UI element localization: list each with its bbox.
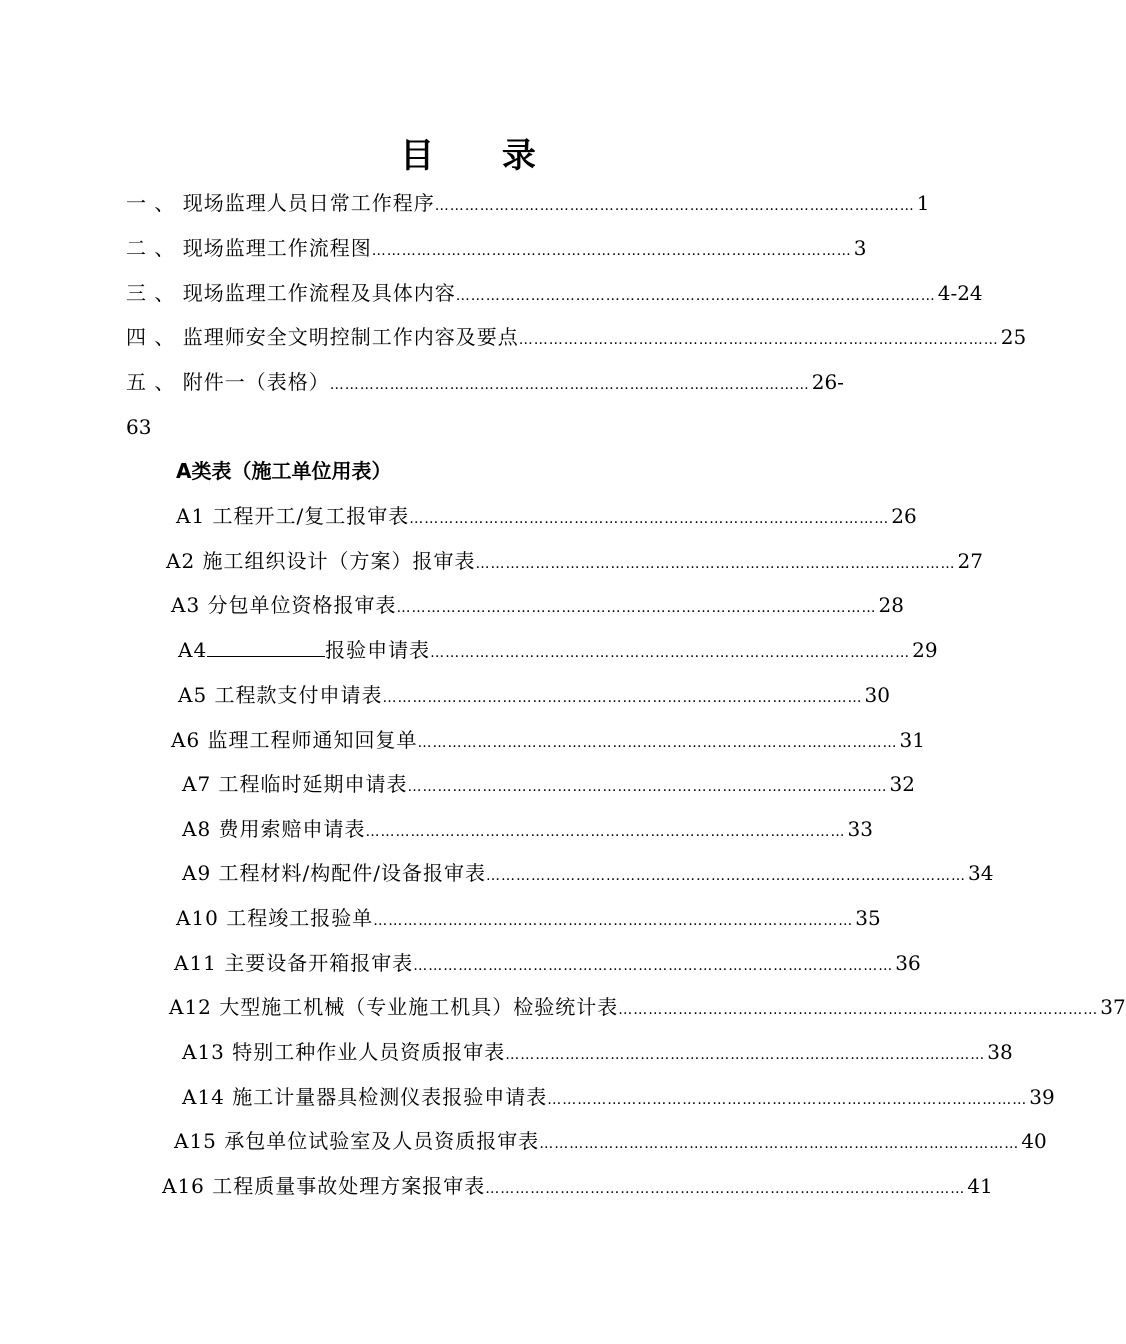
toc-item-label: 一 、 现场监理人员日常工作程序: [126, 191, 435, 215]
toc-page-wrap: 63: [126, 415, 152, 439]
toc-subitem[interactable]: [162, 1171, 993, 1201]
form-name: 施工计量器具检测仪表报验申请表: [224, 1085, 548, 1109]
toc-item[interactable]: [126, 233, 867, 263]
toc-subitem[interactable]: [182, 1037, 1013, 1067]
form-name: 工程材料/构配件/设备报审表: [211, 861, 487, 885]
toc-item[interactable]: [126, 278, 983, 308]
form-code: A3: [171, 593, 201, 617]
blank-underline: [207, 638, 325, 657]
form-code: A10: [176, 906, 219, 930]
form-name: 工程款支付申请表: [207, 683, 383, 707]
leader-dots: ……………………………………………………………………………………: [409, 511, 890, 527]
toc-item-page: 34: [968, 861, 994, 885]
leader-dots: ……………………………………………………………………………………: [365, 824, 846, 840]
leader-dots: ……………………………………………………………………………………: [413, 958, 894, 974]
leader-dots: ……………………………………………………………………………………: [329, 377, 810, 393]
toc-item-page: 28: [878, 593, 904, 617]
form-code: A14: [182, 1085, 225, 1109]
leader-dots: ……………………………………………………………………………………: [618, 1002, 1099, 1018]
form-code: A7: [182, 772, 212, 796]
form-code: A12: [169, 995, 212, 1019]
toc-item[interactable]: [126, 188, 930, 218]
form-code: A6: [171, 728, 201, 752]
toc-item-page: 38: [987, 1040, 1013, 1064]
toc-item-page: 31: [899, 728, 925, 752]
toc-item-page: 41: [967, 1174, 993, 1198]
toc-subitem[interactable]: [176, 903, 881, 933]
toc-item-page: 26: [891, 504, 917, 528]
toc-subitem[interactable]: [169, 992, 1126, 1022]
toc-item[interactable]: [126, 367, 844, 397]
form-code: A13: [182, 1040, 225, 1064]
form-name: 施工组织设计（方案）报审表: [195, 549, 476, 573]
leader-dots: ……………………………………………………………………………………: [455, 288, 936, 304]
toc-subitem[interactable]: [174, 1126, 1047, 1156]
leader-dots: ……………………………………………………………………………………: [417, 735, 898, 751]
leader-dots: ……………………………………………………………………………………: [547, 1092, 1028, 1108]
leader-dots: ……………………………………………………………………………………: [407, 779, 888, 795]
form-name: 分包单位资格报审表: [200, 593, 397, 617]
leader-dots: ……………………………………………………………………………………: [486, 868, 967, 884]
leader-dots: ……………………………………………………………………………………: [539, 1136, 1020, 1152]
toc-item-page: 27: [957, 549, 983, 573]
section-heading: A类表（施工单位用表）: [176, 459, 392, 483]
form-name: 工程临时延期申请表: [211, 772, 408, 796]
form-code: A1: [176, 504, 206, 528]
leader-dots: ……………………………………………………………………………………: [430, 645, 911, 661]
toc-item-page: 33: [847, 817, 873, 841]
form-name: 承包单位试验室及人员资质报审表: [216, 1129, 540, 1153]
form-code: A15: [174, 1129, 217, 1153]
form-code: A16: [162, 1174, 205, 1198]
form-name: 工程竣工报验单: [218, 906, 374, 930]
form-name: 费用索赔申请表: [211, 817, 366, 841]
toc-item-label: 三 、 现场监理工作流程及具体内容: [126, 281, 456, 305]
leader-dots: ……………………………………………………………………………………: [434, 198, 915, 214]
toc-subitem[interactable]: [182, 858, 994, 888]
form-name: 大型施工机械（专业施工机具）检验统计表: [211, 995, 619, 1019]
toc-subitem[interactable]: [182, 769, 915, 799]
leader-dots: ……………………………………………………………………………………: [396, 600, 877, 616]
toc-subitem[interactable]: [182, 814, 873, 844]
toc-item-page: 39: [1029, 1085, 1055, 1109]
toc-subitem[interactable]: [174, 948, 921, 978]
form-name: 监理工程师通知回复单: [200, 728, 418, 752]
toc-item-label: 四 、 监理师安全文明控制工作内容及要点: [126, 325, 519, 349]
form-code: A5: [178, 683, 208, 707]
form-name: 报验申请表: [325, 638, 431, 662]
toc-subitem[interactable]: [182, 1082, 1055, 1112]
leader-dots: ……………………………………………………………………………………: [371, 243, 852, 259]
toc-subitem[interactable]: [171, 725, 925, 755]
toc-subitem[interactable]: [166, 546, 983, 576]
leader-dots: ……………………………………………………………………………………: [373, 913, 854, 929]
form-name: 工程质量事故处理方案报审表: [204, 1174, 486, 1198]
toc-item-page: 1: [916, 191, 930, 215]
leader-dots: ……………………………………………………………………………………: [505, 1047, 986, 1063]
toc-subitem[interactable]: [178, 680, 890, 710]
leader-dots: ……………………………………………………………………………………: [475, 556, 956, 572]
form-code: A9: [182, 861, 212, 885]
form-code: A11: [174, 951, 217, 975]
toc-item[interactable]: [126, 322, 1027, 352]
form-code: A4: [178, 638, 208, 662]
toc-item-page: 36: [895, 951, 921, 975]
toc-title: 目 录: [400, 136, 564, 176]
toc-subitem[interactable]: [176, 501, 917, 531]
toc-subitem[interactable]: [171, 590, 904, 620]
toc-item-label: 五 、 附件一（表格）: [126, 370, 330, 394]
form-name: 特别工种作业人员资质报审表: [224, 1040, 506, 1064]
toc-item-label: 二 、 现场监理工作流程图: [126, 236, 372, 260]
toc-item-page: 26-: [811, 370, 844, 394]
form-code: A2: [166, 549, 196, 573]
toc-item-page: 35: [855, 906, 881, 930]
leader-dots: ……………………………………………………………………………………: [518, 332, 999, 348]
form-name: 工程开工/复工报审表: [205, 504, 410, 528]
toc-item-page: 32: [889, 772, 915, 796]
leader-dots: ……………………………………………………………………………………: [382, 690, 863, 706]
toc-item-page: 3: [853, 236, 867, 260]
form-code: A8: [182, 817, 212, 841]
toc-item-page: 4-24: [937, 281, 983, 305]
leader-dots: ……………………………………………………………………………………: [485, 1181, 966, 1197]
toc-item-page: 40: [1021, 1129, 1047, 1153]
toc-item-page: 30: [864, 683, 890, 707]
form-name: 主要设备开箱报审表: [216, 951, 414, 975]
toc-item-page: 29: [912, 638, 938, 662]
toc-item-page: 37: [1100, 995, 1126, 1019]
toc-item-page: 25: [1000, 325, 1027, 349]
toc-subitem[interactable]: [178, 635, 938, 665]
